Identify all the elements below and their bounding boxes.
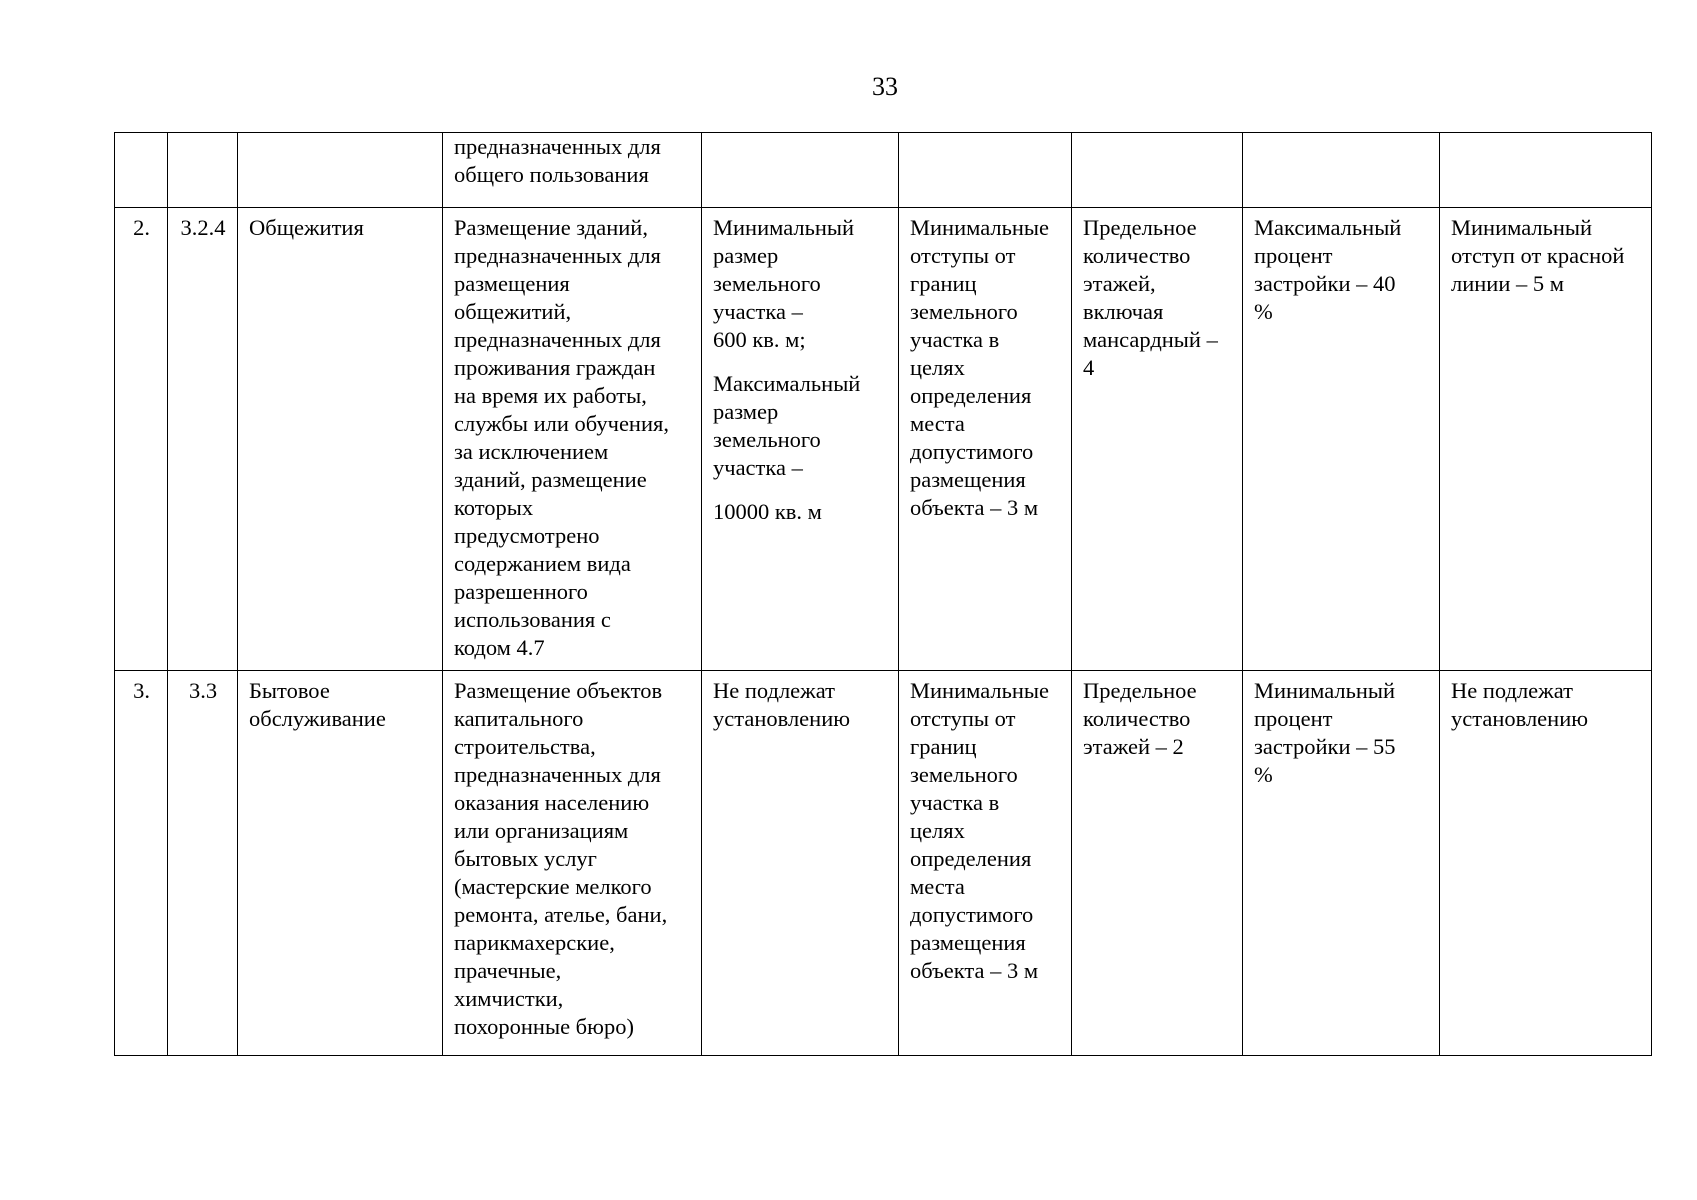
description-line: на время их работы,	[454, 383, 647, 408]
description-line: службы или обучения,	[454, 411, 669, 436]
lot-size-line-paragraph	[713, 214, 888, 354]
setbacks-line: допустимого	[910, 902, 1034, 927]
cell-code: 3.2.4	[168, 208, 238, 671]
cell-building-percent	[1243, 671, 1440, 1056]
cell-setbacks	[899, 671, 1072, 1056]
setbacks-line: участка в	[910, 327, 1000, 352]
description-line: прачечные,	[454, 958, 562, 983]
setbacks-line: объекта – 3 м	[910, 958, 1039, 983]
floors-line: этажей,	[1083, 271, 1156, 296]
description-line: предназначенных для	[454, 762, 661, 787]
setbacks-line: целях	[910, 355, 965, 380]
red-line-line: Минимальный	[1451, 215, 1593, 240]
lot-size-line: участка –	[713, 299, 803, 324]
lot-size-line: земельного	[713, 271, 821, 296]
description-line: размещения	[454, 271, 570, 296]
cell-floors	[1072, 671, 1243, 1056]
setbacks-line: допустимого	[910, 439, 1034, 464]
cell-code: 3.3	[168, 671, 238, 1056]
cell-setbacks	[899, 208, 1072, 671]
cell-floors	[1072, 133, 1243, 208]
cell-name	[238, 671, 443, 1056]
description-line: предназначенных для	[454, 327, 661, 352]
cell-setbacks	[899, 133, 1072, 208]
red-line-line: установлению	[1451, 706, 1589, 731]
lot-size-line: установлению	[713, 706, 851, 731]
cell-red-line	[1440, 671, 1652, 1056]
description-line: которых	[454, 495, 534, 520]
description-line: предназначенных для	[454, 243, 661, 268]
floors-line: включая	[1083, 299, 1164, 324]
lot-size-line-paragraph	[713, 498, 888, 526]
setbacks-line: границ	[910, 271, 977, 296]
cell-number: 2.	[115, 208, 168, 671]
setbacks-line: размещения	[910, 930, 1026, 955]
description-line: проживания граждан	[454, 355, 656, 380]
description-line: бытовых услуг	[454, 846, 597, 871]
building-percent-line: Максимальный	[1254, 215, 1402, 240]
setbacks-line: объекта – 3 м	[910, 495, 1039, 520]
floors-line: этажей – 2	[1083, 734, 1184, 759]
cell-building-percent	[1243, 133, 1440, 208]
setbacks-line: целях	[910, 818, 965, 843]
red-line-line: Не подлежат	[1451, 678, 1573, 703]
cell-red-line	[1440, 133, 1652, 208]
building-percent-line: %	[1254, 762, 1273, 787]
setbacks-line: размещения	[910, 467, 1026, 492]
cell-floors	[1072, 208, 1243, 671]
setbacks-line: Минимальные	[910, 215, 1050, 240]
setbacks-line: земельного	[910, 762, 1018, 787]
table-row	[115, 671, 1652, 1056]
cell-number	[115, 133, 168, 208]
cell-red-line	[1440, 208, 1652, 671]
lot-size-line-paragraph	[713, 370, 888, 482]
lot-size-line-paragraph	[713, 677, 888, 733]
setbacks-line: границ	[910, 734, 977, 759]
cell-code	[168, 133, 238, 208]
lot-size-line: участка –	[713, 455, 803, 480]
description-line: химчистки,	[454, 986, 564, 1011]
lot-size-line: Не подлежат	[713, 678, 835, 703]
lot-size-line: 600 кв. м;	[713, 327, 806, 352]
cell-lot-size	[702, 671, 899, 1056]
description-line: парикмахерские,	[454, 930, 615, 955]
floors-line: количество	[1083, 243, 1191, 268]
floors-line: Предельное	[1083, 678, 1197, 703]
red-line-line: отступ от красной	[1451, 243, 1625, 268]
cell-name	[238, 208, 443, 671]
lot-size-line: земельного	[713, 427, 821, 452]
cell-lot-size	[702, 133, 899, 208]
description-line: кодом 4.7	[454, 635, 545, 660]
lot-size-line: размер	[713, 399, 779, 424]
floors-line: Предельное	[1083, 215, 1197, 240]
zoning-regulations-table	[114, 132, 1652, 1056]
name-line: Общежития	[249, 215, 364, 240]
building-percent-line: застройки – 55	[1254, 734, 1396, 759]
setbacks-line: места	[910, 411, 965, 436]
description-line: или организациям	[454, 818, 629, 843]
description-line: содержанием вида	[454, 551, 631, 576]
description-line: капитального	[454, 706, 584, 731]
lot-size-line: размер	[713, 243, 779, 268]
setbacks-line: Минимальные	[910, 678, 1050, 703]
setbacks-line: определения	[910, 846, 1032, 871]
setbacks-line: определения	[910, 383, 1032, 408]
lot-size-line: Максимальный	[713, 371, 861, 396]
building-percent-line: застройки – 40	[1254, 271, 1396, 296]
red-line-line: линии – 5 м	[1451, 271, 1565, 296]
page-number: 33	[872, 72, 898, 101]
description-line: общежитий,	[454, 299, 572, 324]
floors-line: количество	[1083, 706, 1191, 731]
description-line: Размещение зданий,	[454, 215, 648, 240]
floors-line: мансардный –	[1083, 327, 1218, 352]
floors-line: 4	[1083, 355, 1095, 380]
setbacks-line: участка в	[910, 790, 1000, 815]
building-percent-line: процент	[1254, 243, 1333, 268]
building-percent-line: Минимальный	[1254, 678, 1396, 703]
name-line: обслуживание	[249, 706, 386, 731]
cell-name	[238, 133, 443, 208]
cell-description	[443, 208, 702, 671]
lot-size-line: Минимальный	[713, 215, 855, 240]
building-percent-line: процент	[1254, 706, 1333, 731]
description-line: использования с	[454, 607, 611, 632]
description-line: ремонта, ателье, бани,	[454, 902, 668, 927]
cell-description	[443, 133, 702, 208]
description-line: предусмотрено	[454, 523, 600, 548]
lot-size-line: 10000 кв. м	[713, 499, 822, 524]
table-row	[115, 208, 1652, 671]
table-body	[115, 133, 1652, 1056]
table-row-continuation	[115, 133, 1652, 208]
description-line: общего пользования	[454, 162, 649, 187]
description-line: разрешенного	[454, 579, 588, 604]
cell-number: 3.	[115, 671, 168, 1056]
description-line: строительства,	[454, 734, 596, 759]
cell-building-percent	[1243, 208, 1440, 671]
description-line: предназначенных для	[454, 134, 661, 159]
cell-lot-size	[702, 208, 899, 671]
building-percent-line: %	[1254, 299, 1273, 324]
setbacks-line: места	[910, 874, 965, 899]
setbacks-line: отступы от	[910, 706, 1016, 731]
description-line: зданий, размещение	[454, 467, 647, 492]
description-line: за исключением	[454, 439, 609, 464]
cell-description	[443, 671, 702, 1056]
description-line: похоронные бюро)	[454, 1014, 634, 1039]
description-line: Размещение объектов	[454, 678, 663, 703]
description-line: оказания населению	[454, 790, 650, 815]
description-line: (мастерские мелкого	[454, 874, 652, 899]
setbacks-line: отступы от	[910, 243, 1016, 268]
name-line: Бытовое	[249, 678, 330, 703]
setbacks-line: земельного	[910, 299, 1018, 324]
